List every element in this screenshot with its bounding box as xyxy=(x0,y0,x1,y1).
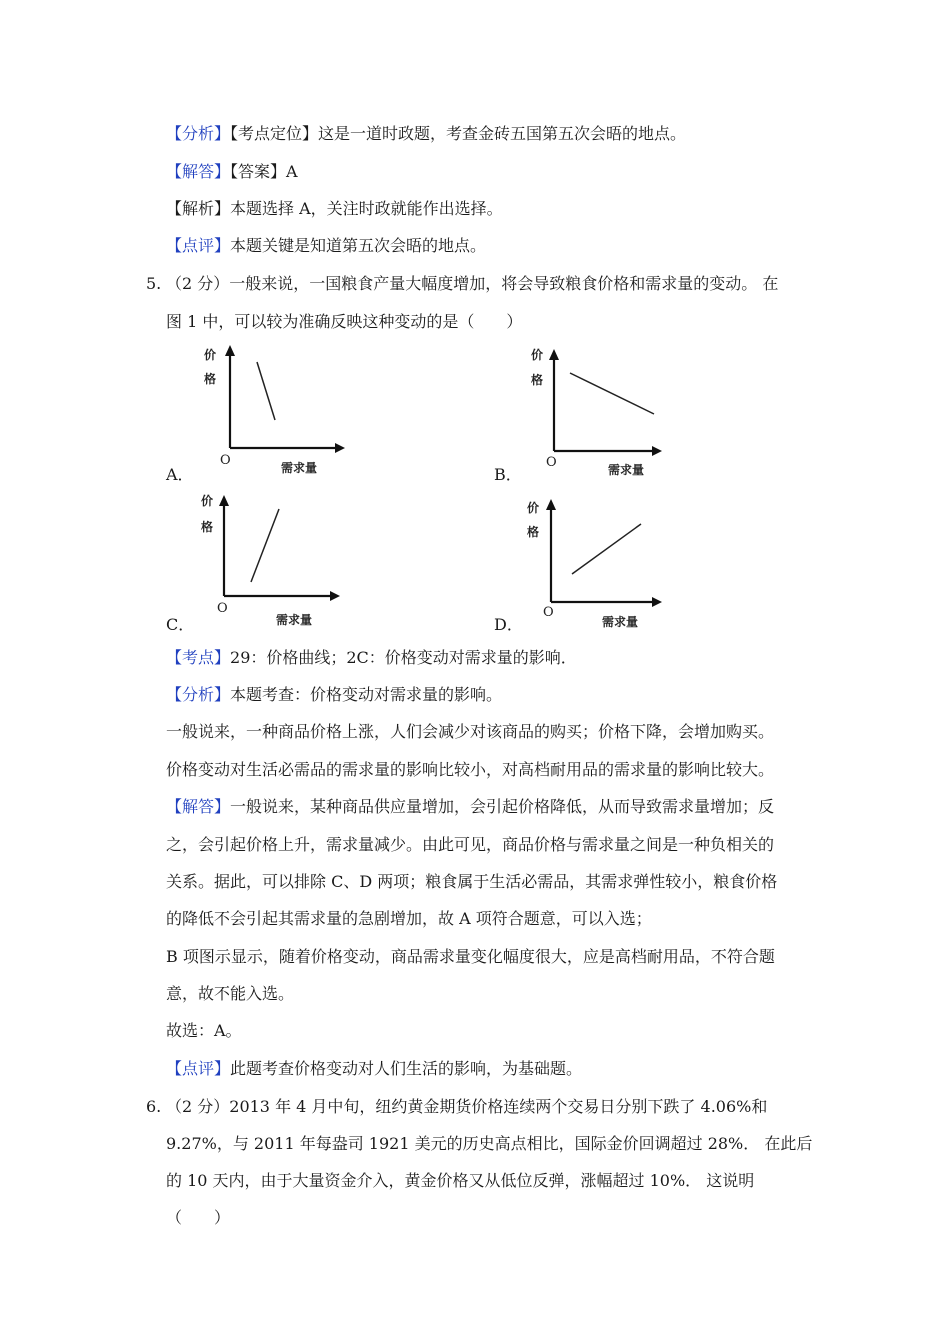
demand-curve xyxy=(257,362,275,420)
q5-answer-line7: 故选：A。 xyxy=(166,1021,242,1040)
option-b-graph xyxy=(522,340,672,480)
origin-label: O xyxy=(217,601,228,616)
analysis-text: 【考点定位】这是一道时政题，考查金砖五国第五次会晤的地点。 xyxy=(230,124,687,143)
q4-analysis-line xyxy=(166,124,686,144)
y-axis-char-1: 价 xyxy=(201,494,214,508)
y-axis-char-1: 价 xyxy=(531,348,544,362)
origin-label: O xyxy=(543,605,554,620)
q5-number: 5. xyxy=(146,274,162,293)
q5-analysis-line3: 价格变动对生活必需品的需求量的影响比较小，对高档耐用品的需求量的影响比较大。 xyxy=(166,760,775,779)
q6-line2: 9.27%，与 2011 年每盎司 1921 美元的历史高点相比，国际金价回调超过 28%． 在此后 xyxy=(166,1134,813,1153)
analysis-tag: 【分析】 xyxy=(166,124,231,143)
q5-analysis-line2: 一般说来，一种商品价格上涨，人们会减少对该商品的购买；价格下降，会增加购买。 xyxy=(166,722,775,741)
graph-c-svg xyxy=(196,490,346,630)
analysis-text: 本题考查：价格变动对需求量的影响。 xyxy=(230,685,503,704)
q5-answer-line1 xyxy=(166,797,774,817)
answer-tag: 【解答】 xyxy=(166,797,231,816)
q5-answer-line2: 之，会引起价格上升，需求量减少。由此可见，商品价格与需求量之间是一种负相关的 xyxy=(166,835,775,854)
option-a-graph xyxy=(195,340,345,480)
graph-a-svg xyxy=(195,340,345,480)
comment-tag: 【点评】 xyxy=(166,236,231,255)
q5-kaodian-line xyxy=(166,648,577,668)
graph-b-svg xyxy=(522,340,672,480)
option-a-label: A． xyxy=(166,465,194,484)
q4-answer-line xyxy=(166,162,298,182)
origin-label: O xyxy=(220,453,231,468)
q5-comment-line xyxy=(166,1059,582,1079)
q5-stem-line1: （2 分）一般来说，一国粮食产量大幅度增加，将会导致粮食价格和需求量的变动。 在 xyxy=(166,274,779,293)
y-axis-char-2: 格 xyxy=(204,372,217,386)
graph-d-svg xyxy=(522,490,672,630)
y-axis-char-1: 价 xyxy=(527,501,540,515)
x-axis-arrow-icon xyxy=(652,446,662,456)
y-axis-arrow-icon xyxy=(225,345,235,356)
origin-label: O xyxy=(546,455,557,470)
option-b-label: B． xyxy=(494,465,522,484)
y-axis-char-2: 格 xyxy=(201,520,214,534)
answer-text-1: 一般说来，某种商品供应量增加，会引起价格降低，从而导致需求量增加；反 xyxy=(230,797,775,816)
comment-tag: 【点评】 xyxy=(166,1059,231,1078)
x-axis-label: 需求量 xyxy=(276,613,313,627)
option-c-graph xyxy=(196,490,346,630)
kaodian-tag: 【考点】 xyxy=(166,648,231,667)
demand-curve xyxy=(251,509,279,582)
y-axis-arrow-icon xyxy=(549,349,559,360)
x-axis-label: 需求量 xyxy=(281,461,318,475)
q6-line4: （ ） xyxy=(166,1208,231,1227)
q6-line1: （2 分）2013 年 4 月中旬，纽约黄金期货价格连续两个交易日分别下跌了 4.06%和 xyxy=(166,1097,768,1116)
y-axis-char-2: 格 xyxy=(531,373,544,387)
answer-text: 【答案】A xyxy=(230,162,298,181)
q5-stem-line2: 图 1 中，可以较为准确反映这种变动的是（ ） xyxy=(166,312,523,331)
x-axis-arrow-icon xyxy=(330,591,340,601)
comment-text: 本题关键是知道第五次会晤的地点。 xyxy=(230,236,487,255)
q6-number: 6. xyxy=(146,1097,162,1116)
x-axis-label: 需求量 xyxy=(608,463,645,477)
q5-analysis-line xyxy=(166,685,502,705)
x-axis-arrow-icon xyxy=(652,597,662,607)
x-axis-label: 需求量 xyxy=(602,615,639,629)
y-axis-arrow-icon xyxy=(219,495,229,506)
y-axis-char-2: 格 xyxy=(527,525,540,539)
q5-answer-line6: 意，故不能入选。 xyxy=(166,984,295,1003)
option-d-label: D． xyxy=(494,615,523,634)
x-axis-arrow-icon xyxy=(335,443,345,453)
answer-tag: 【解答】 xyxy=(166,162,231,181)
analysis-tag: 【分析】 xyxy=(166,685,231,704)
demand-curve xyxy=(570,373,654,414)
q5-answer-line3: 关系。据此，可以排除 C、D 两项；粮食属于生活必需品，其需求弹性较小，粮食价格 xyxy=(166,872,778,891)
q4-explain-line: 【解析】本题选择 A，关注时政就能作出选择。 xyxy=(166,199,503,218)
q5-answer-line4: 的降低不会引起其需求量的急剧增加，故 A 项符合题意，可以入选； xyxy=(166,909,652,928)
demand-curve xyxy=(572,524,641,574)
q4-comment-line xyxy=(166,236,486,256)
q6-line3: 的 10 天内，由于大量资金介入，黄金价格又从低位反弹，涨幅超过 10%． 这说明 xyxy=(166,1171,755,1190)
comment-text: 此题考查价格变动对人们生活的影响，为基础题。 xyxy=(230,1059,583,1078)
option-c-label: C． xyxy=(166,615,195,634)
option-d-graph xyxy=(522,490,672,630)
y-axis-arrow-icon xyxy=(546,499,556,510)
q5-answer-line5: B 项图示显示，随着价格变动，商品需求量变化幅度很大，应是高档耐用品，不符合题 xyxy=(166,947,775,966)
y-axis-char-1: 价 xyxy=(204,348,217,362)
kaodian-text: 29：价格曲线；2C：价格变动对需求量的影响． xyxy=(230,648,577,667)
